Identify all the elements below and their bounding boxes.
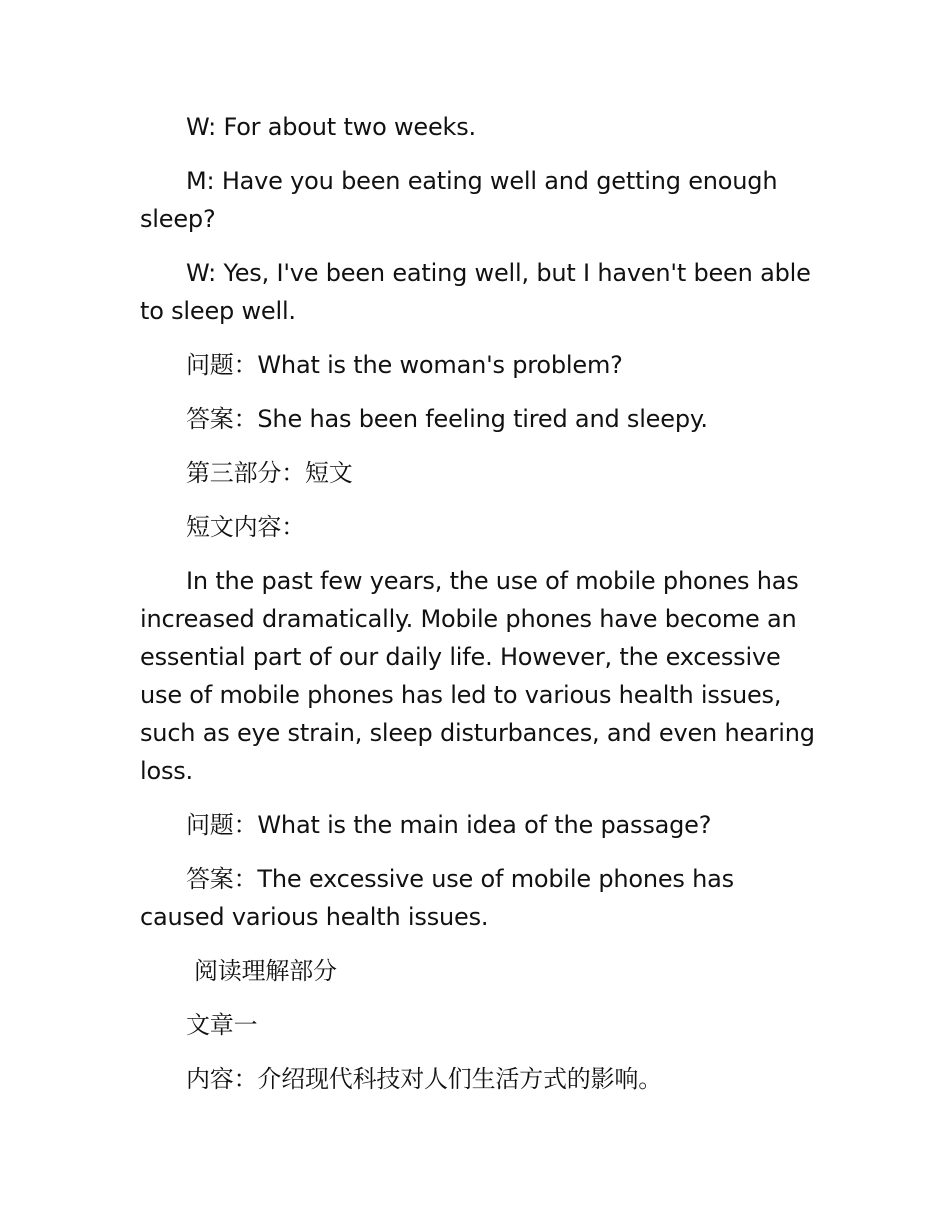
section-heading-part3: 第三部分：短文 — [186, 459, 353, 487]
document-body — [140, 108, 820, 1114]
answer-1: 答案：She has been feeling tired and sleepy. — [186, 405, 708, 433]
dialogue-line-w2: W: Yes, I've been eating well, but I haven't been able to sleep well. — [140, 259, 811, 325]
dialogue-line-m: M: Have you been eating well and getting enough sleep? — [140, 167, 778, 233]
passage-label: 短文内容： — [186, 513, 305, 541]
answer-2: 答案：The excessive use of mobile phones has caused various health issues. — [140, 865, 734, 931]
article-title: 文章一 — [186, 1011, 258, 1039]
article-content: 内容：介绍现代科技对人们生活方式的影响。 — [186, 1065, 662, 1093]
question-2: 问题：What is the main idea of the passage? — [186, 811, 712, 839]
dialogue-line-w1: W: For about two weeks. — [186, 113, 476, 141]
section-heading-reading: 阅读理解部分 — [194, 957, 337, 985]
question-1: 问题：What is the woman's problem? — [186, 351, 623, 379]
passage-text: In the past few years, the use of mobile phones has increased dramatically. Mobile phones have become an essential part of our daily life. However, the excessive use of mobile phones has led to various health issues, such as eye strain, sleep disturbances, and even hearing loss. — [140, 567, 815, 785]
